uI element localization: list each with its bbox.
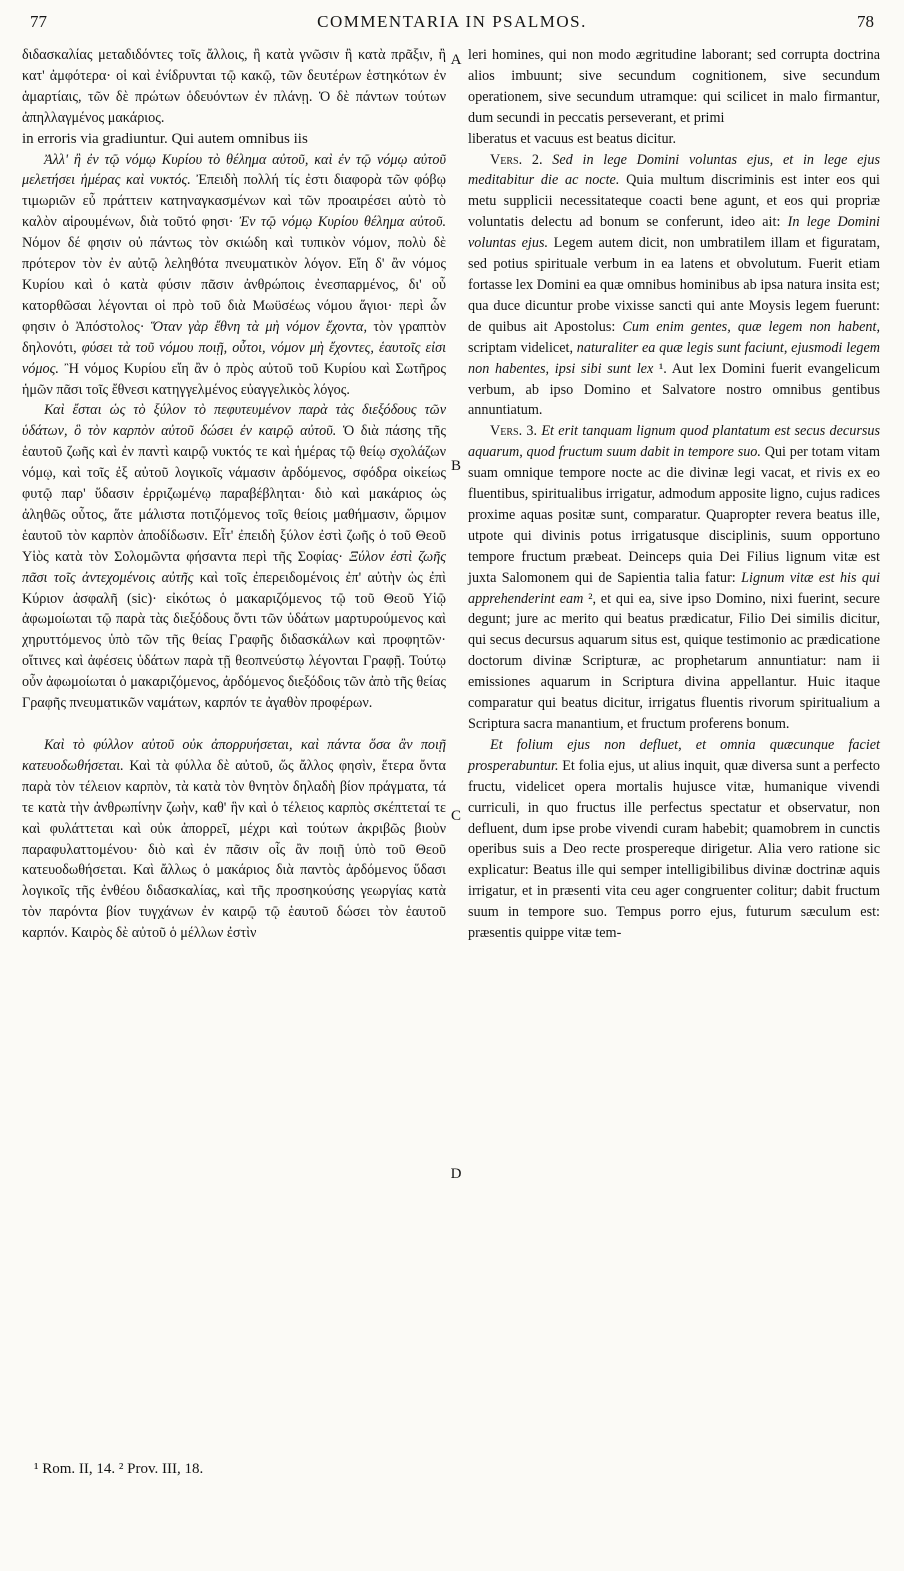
- paragraph-gap: [22, 714, 446, 735]
- verse-quote: φύσει τὰ τοῦ νόμου ποιῇ, οὗτοι, νόμον μὴ ἔχοντες, ἑαυτοῖς εἰσι νόμος.: [22, 339, 447, 377]
- verse-quote: Καὶ ἔσται ὡς τὸ ξύλον τὸ πεφυτευμένον παρὰ τὰς διεξόδους τῶν ὑδάτων, ὃ τὸν καρπὸν αὐτοῦ δώσει ἐν καιρῷ αὐτοῦ.: [22, 402, 446, 440]
- verse-quote: Lignum vitæ est his qui apprehenderint eam: [468, 569, 881, 607]
- verse-quote: Et folium ejus non defluet, et omnia quæcunque faciet prosperabuntur.: [468, 736, 880, 774]
- page-header: [30, 12, 874, 36]
- greek-column: [22, 45, 446, 944]
- commentary-text: Qui per totam vitam suam omnique tempore nocte ac die divinæ legi vacat, et rivis ex eo fluentibus, spiritualibus irrigatur, admodum apposite ligno, cujus radices proxime aquas positæ sunt, comparatur. Quapropter revera beatus ille, utpote qui divinis potus irrigatusque disciplinis, suum opportuno tempore fructum præbeat. Deinceps quia Dei Filius lignum vitæ est juxta Salomonem qui de Sapientia talia fatur:: [468, 444, 880, 586]
- commentary-text: Καὶ τὰ φύλλα δὲ αὐτοῦ, ὥς ἄλλος φησὶν, ἕτερα ὄντα παρὰ τὸν τέλειον καρπὸν, τὰ κατὰ τὸν θνητὸν δηλαδὴ βίον πράγματα, τά τε κατὰ τὴν ἀνθρωπίνην ζωὴν, καθ' ἣν καὶ ὁ τέλειος καρπὸς σκέπτεταί τε καὶ φυλάττεται καὶ οὐκ ἀπορρεῖ, μέχρι καὶ τούτων ἀκριβῶς βιοὺν παραφυλαττομένου· διὸ καὶ ἐν πᾶσιν οἷς ἂν ποιῇ ὑπὸ τοῦ Θεοῦ κατευοδωθήσεται. Καὶ ἄλλως ὁ μακάριος διὰ παντὸς ἀρδόμενος ὕδασι λογικοῖς τῆς ἐνθέου διδασκαλίας, καὶ τῆς προσηκούσης γεωργίας κατὰ τὸν παρόντα βίον τυγχάνων ἐν καιρῷ τῷ ἑαυτοῦ δώσει τὸν ἑαυτοῦ καρπόν. Καιρὸς δὲ αὐτοῦ ὁ μέλλων ἐστὶν: [22, 757, 446, 942]
- verse-quote: Sed in lege Domini voluntas ejus, et in lege ejus meditabitur die ac nocte.: [468, 151, 880, 189]
- running-title: COMMENTARIA IN PSALMOS.: [317, 12, 587, 31]
- commentary-text: scriptam videlicet,: [468, 339, 577, 356]
- latin-paragraph: [468, 150, 880, 422]
- footnotes: ¹ Rom. II, 14. ² Prov. III, 18.: [34, 1461, 204, 1477]
- commentary-text: Quia multum discriminis est inter eos qui metu supplicii necessitateque coacti bene agunt, et eos qui propriæ voluntatis delectu ad bonum se conferunt, ideo ait:: [468, 172, 881, 231]
- latin-paragraph: [468, 735, 880, 944]
- latin-continuation: in erroris via gradiuntur. Qui autem omnibus iis: [22, 130, 308, 147]
- verse-quote: Ξύλον ἐστὶ ζωῆς πᾶσι τοῖς ἀντεχομένοις αὐτῆς: [22, 548, 446, 586]
- margin-marker-c: C: [450, 808, 461, 824]
- latin-paragraph: liberatus et vacuus est beatus dicitur.: [468, 130, 677, 147]
- verse-quote: Et erit tanquam lignum quod plantatum est secus decursus aquarum, quod fructum suum dabit in tempore suo.: [468, 423, 880, 461]
- verse-quote: Ἐν τῷ νόμῳ Κυρίου θέλημα αὐτοῦ.: [239, 214, 447, 231]
- latin-paragraph: [468, 421, 880, 735]
- commentary-text: et qui ea, sive ipso Domino, nixi fuerint, secure degunt; jure ac merito qui beatus prædicatur, Filio Dei similis dicitur, qui secus decursus aquarum situs est, quique testimonio ac prædicatione doctorum divinæ Scripturæ, ac prophetarum annuntiatur: nam ii emissiones aquarum in Scriptura divina appellantur. Huic itaque comparatur qui beatus dicitur, irrigatus fluentis rivorum spiritualium a Scriptura sacra manantium, et fructum proferens bonum.: [468, 590, 880, 732]
- commentary-text: Ἐπειδὴ πολλή τίς ἐστι διαφορὰ τῶν φόβῳ τιμωριῶν εὖ πράττειν κατηναγκασμένων καὶ τῶν προαιρέσει αὐτὸ τὸ καλὸν αἱρουμένων, διὰ τοῦτό φησι·: [22, 172, 446, 231]
- margin-marker-a: A: [450, 52, 462, 68]
- page-number-right: 78: [857, 12, 874, 31]
- commentary-text: Νόμον δέ φησιν οὐ πάντως τὸν σκιώδη καὶ τυπικὸν νόμον, πολὺ δὲ πρότερον τὸν ἐν αὐτῷ λεληθότα πνευματικὸν λόγον. Εἴη δ' ἂν νόμος Κυρίου καὶ ὁ κατὰ φύσιν πᾶσιν ἀνθρώποις ἐνεσπαρμένος, δι' οὗ κατορθῶσαι λέγονται οἱ πρὸ τοῦ διὰ Μωϋσέως νόμου ἅγιοι· περὶ ὧν φησιν ὁ Ἀπόστολος·: [22, 235, 446, 335]
- margin-marker-d: D: [450, 1166, 462, 1182]
- commentary-text: Et folia ejus, ut alius inquit, quæ diversa sunt a perfecto fructu, videlicet opera mortalis hujusce vitæ, humanique vivendi curriculi, in quo fructus ille perfectus spectatur et observatur, non defluent, dum ipse probe vivendi curam habebit; quamobrem in cunctis operibus suis a Deo recte prospereque dirigetur. Alia vero ratione sic explicatur: Beatus ille qui semper intelligibilibus divinæ doctrinæ aquis irrigatur, et in præsenti vita ceu ager congruenter colitur; dabit fructum suum in tempore suo. Tempus porro ejus, futurum sæculum est: præsentis quippe vitæ tem-: [468, 757, 880, 942]
- verse-quote: Ἀλλ' ἢ ἐν τῷ νόμῳ Κυρίου τὸ θέλημα αὐτοῦ, καὶ ἐν τῷ νόμῳ αὐτοῦ μελετήσει ἡμέρας καὶ νυκτός.: [22, 151, 446, 189]
- commentary-text: Ἢ νόμος Κυρίου εἴη ἂν ὁ πρὸς αὐτοῦ τοῦ Κυρίου καὶ Σωτῆρος ἡμῶν πᾶσι τοῖς ἔθνεσι κατηγγελμένος εὐαγγελικὸς λόγος.: [22, 360, 446, 398]
- greek-paragraph: [22, 735, 446, 944]
- verse-quote: Καὶ τὸ φύλλον αὐτοῦ οὐκ ἀπορρυήσεται, καὶ πάντα ὅσα ἂν ποιῇ κατευοδωθήσεται.: [22, 737, 446, 774]
- greek-paragraph: [22, 150, 446, 401]
- verse-label: Vers. 2.: [490, 151, 543, 168]
- verse-quote: Cum enim gentes, quæ legem non habent,: [622, 318, 881, 335]
- margin-marker-b: B: [450, 458, 461, 474]
- commentary-text: Aut lex Domini fuerit evangelicum verbum, ab ipso Domino et Salvatore nostro omnibus gentibus annuntiatum.: [468, 360, 880, 419]
- commentary-text: τὸν γραπτὸν δηλονότι,: [22, 318, 446, 356]
- verse-label: Vers. 3.: [490, 423, 538, 440]
- verse-quote: In lege Domini voluntas ejus.: [468, 214, 881, 252]
- footnote-ref: ¹.: [653, 360, 667, 377]
- greek-paragraph: [22, 400, 446, 714]
- commentary-text: Legem autem dicit, non umbratilem illam et figuratam, sed potius spirituale verbum in ea latens et obvolutum. Fuerit etiam fortasse lex Domini ea quæ omnibus hominibus ab ipsa natura insita est; qua duce dicuntur probe vixisse sancti qui ante Moysis legem fuerunt: de quibus ait Apostolus:: [468, 235, 880, 335]
- verse-quote: Ὅταν γὰρ ἔθνη τὰ μὴ νόμον ἔχοντα,: [150, 318, 368, 335]
- commentary-text: Ὁ διὰ πάσης τῆς ἑαυτοῦ ζωῆς καὶ ἐν παντὶ καιρῷ νυκτός τε καὶ ἡμέρας τῷ θείῳ σχολάζων νόμῳ, καὶ τοῖς ἐξ αὐτοῦ λογικοῖς νάμασιν ἀρδόμενος, σφόδρα οἰκείως φυτῷ παρ' ὕδασιν ἐρριζωμένῳ παραβέβληται· διὸ καὶ μακάριος ὡς ἀληθῶς οὗτος, ἅτε μάλιστα ποτιζόμενος τοῖς θείοις μαθήμασιν, ὥριμον ἑαυτοῦ τὸν καρπὸν ἀποδίδωσιν. Εἶτ' ἐπειδὴ ξύλον ἐστὶ ζωῆς ὁ τοῦ Θεοῦ Υἱὸς κατὰ τὸν Σολομῶντα φήσαντα περὶ τῆς Σοφίας·: [22, 423, 446, 565]
- verse-quote: naturaliter ea quæ legis sunt faciunt, ejusmodi legem non habentes, ipsi sibi sunt lex: [468, 339, 880, 377]
- latin-paragraph: leri homines, qui non modo ægritudine laborant; sed corrupta doctrina alios imbuunt; sive secundum cognitionem, sive secundum operationem, sive secundum utramque: qui scilicet in malo firmantur, dum secundi in peccatis perseverant, et primi: [468, 47, 880, 126]
- commentary-text: καὶ τοῖς ἐπερειδομένοις ἐπ' αὐτὴν ὡς ἐπὶ Κύριον ἀσφαλῆ (sic)· εἰκότως ὁ μακαριζόμενος τῷ τοῦ Θεοῦ Υἱῷ ἀφωμοίωται τῷ παρὰ τὰς διεξόδους ὄντι τῶν ὑδάτων μαρτυρούμενος καὶ χηρυττόμενος ὑπὸ τῶν τῆς θείας Γραφῆς διδασκάλων καὶ προφητῶν· οἵτινες καὶ ἀφέσεις ὑδάτων παρὰ τῇ θεοπνεύστῳ λέγονται Γραφῇ. Τούτῳ οὖν ἀφωμοίωται ὁ μακαριζόμενος, ἀρδόμενος διεξόδοις τῶν ἀπὸ τῆς θείας Γραφῆς πνευματικῶν ναμάτων, καρπόν τε ἀγαθὸν προφέρων.: [22, 569, 446, 712]
- page-number-left: 77: [30, 12, 47, 31]
- greek-paragraph: διδασκαλίας μεταδιδόντες τοῖς ἄλλοις, ἢ κατὰ γνῶσιν ἢ κατὰ πρᾶξιν, ἢ κατ' ἀμφότερα· οἱ καὶ ἐνίδρυνται τῷ κακῷ, τῶν δευτέρων ἑστηκότων ἐν ἁμαρτίαις, τῶν δὲ πρώτων ὁδευόντων ἐν πλάνῃ. Ὁ δὲ πάντων τούτων ἀπηλλαγμένος μακάριος.: [22, 47, 446, 126]
- latin-column: [468, 45, 880, 944]
- footnote-ref: ²,: [583, 590, 596, 607]
